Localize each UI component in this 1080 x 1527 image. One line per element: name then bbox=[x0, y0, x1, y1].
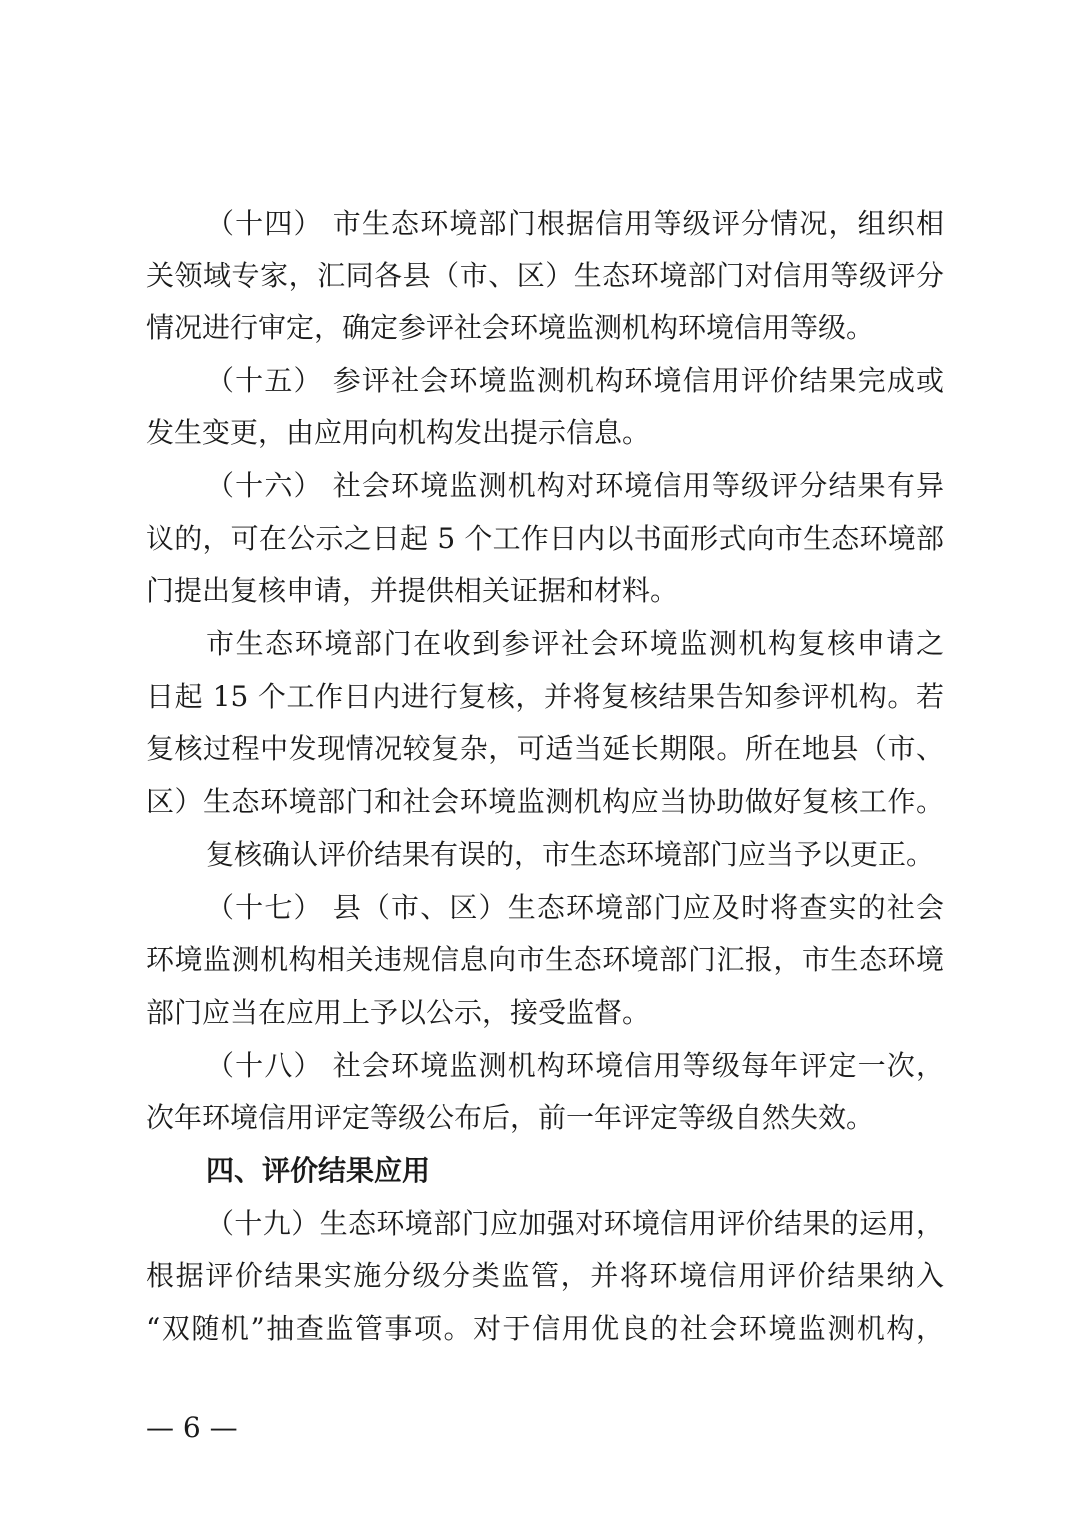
paragraph-19-line-3: “双随机”抽查监管事项。对于信用优良的社会环境监测机构， bbox=[146, 1312, 944, 1345]
paragraph-17-line-2: 环境监测机构相关违规信息向市生态环境部门汇报，市生态环境 bbox=[146, 943, 944, 976]
paragraph-16b-line-2: 日起 15 个工作日内进行复核，并将复核结果告知参评机构。若 bbox=[146, 680, 944, 713]
paragraph-16-line-1: （十六） 社会环境监测机构对环境信用等级评分结果有异 bbox=[206, 469, 944, 502]
paragraph-16-line-3: 门提出复核申请，并提供相关证据和材料。 bbox=[146, 574, 679, 607]
paragraph-16b-line-3: 复核过程中发现情况较复杂，可适当延长期限。所在地县（市、 bbox=[146, 732, 944, 765]
paragraph-16b-line-4: 区）生态环境部门和社会环境监测机构应当协助做好复核工作。 bbox=[146, 785, 944, 818]
page-number: — 6 — bbox=[146, 1411, 238, 1444]
paragraph-18-line-2: 次年环境信用评定等级公布后，前一年评定等级自然失效。 bbox=[146, 1101, 875, 1134]
paragraph-14-line-3: 情况进行审定，确定参评社会环境监测机构环境信用等级。 bbox=[146, 311, 875, 344]
paragraph-16c-line-1: 复核确认评价结果有误的，市生态环境部门应当予以更正。 bbox=[206, 838, 935, 871]
paragraph-17-line-3: 部门应当在应用上予以公示，接受监督。 bbox=[146, 996, 651, 1029]
paragraph-18-line-1: （十八） 社会环境监测机构环境信用等级每年评定一次， bbox=[206, 1049, 944, 1082]
paragraph-14-line-2: 关领域专家，汇同各县（市、区）生态环境部门对信用等级评分 bbox=[146, 259, 944, 292]
paragraph-16b-line-1: 市生态环境部门在收到参评社会环境监测机构复核申请之 bbox=[206, 627, 944, 660]
paragraph-19-line-1: （十九）生态环境部门应加强对环境信用评价结果的运用， bbox=[206, 1207, 944, 1240]
paragraph-17-line-1: （十七） 县（市、区）生态环境部门应及时将查实的社会 bbox=[206, 891, 944, 924]
paragraph-14-line-1: （十四） 市生态环境部门根据信用等级评分情况，组织相 bbox=[206, 207, 944, 240]
section-heading-4: 四、评价结果应用 bbox=[206, 1154, 431, 1187]
paragraph-16-line-2: 议的，可在公示之日起 5 个工作日内以书面形式向市生态环境部 bbox=[146, 522, 944, 555]
paragraph-15-line-2: 发生变更，由应用向机构发出提示信息。 bbox=[146, 416, 651, 449]
paragraph-15-line-1: （十五） 参评社会环境监测机构环境信用评价结果完成或 bbox=[206, 364, 944, 397]
paragraph-19-line-2: 根据评价结果实施分级分类监管，并将环境信用评价结果纳入 bbox=[146, 1259, 944, 1292]
